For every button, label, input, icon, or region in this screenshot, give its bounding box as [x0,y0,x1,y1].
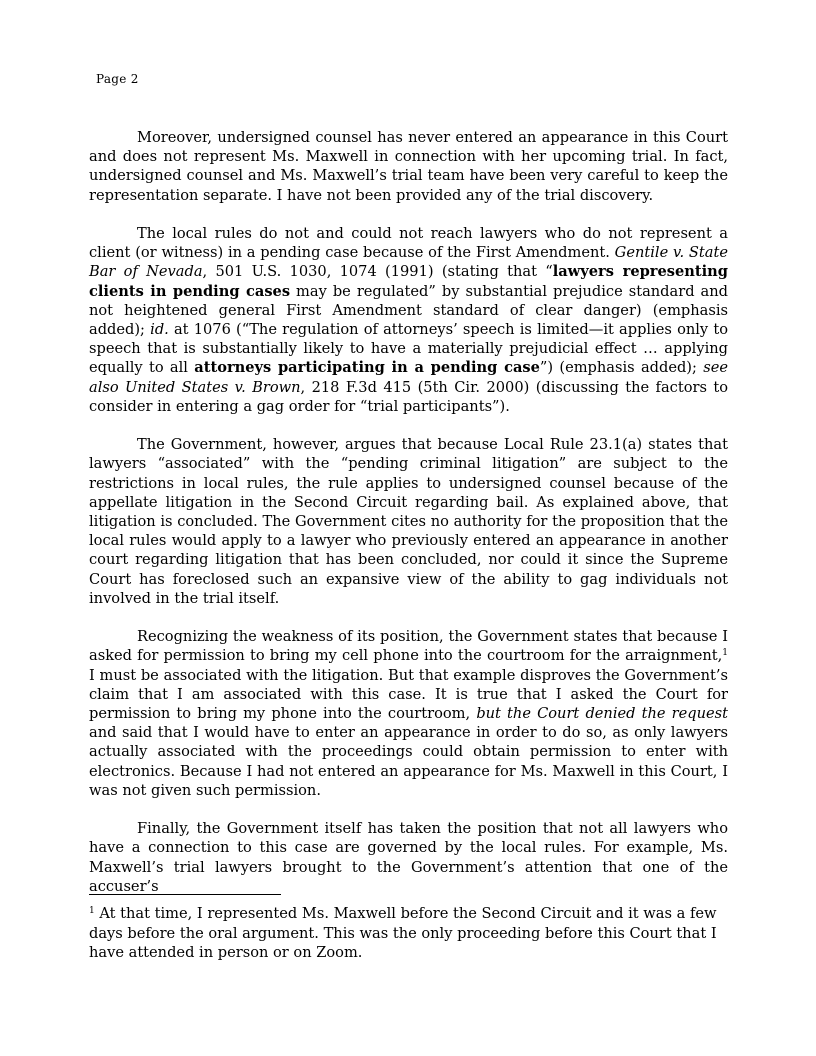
text-run: The local rules do not and could not reach lawyers who do not represent a client (or witness) in a pending case because of the First Amendment. [89,225,728,262]
paragraph-cell-phone [89,627,728,800]
text-run: ”) (emphasis added); [539,359,704,377]
case-citation-brown: see also United States v. Brown [89,359,728,396]
letter-body [89,128,728,896]
text-run: , 501 U.S. 1030, 1074 (1991) (stating that “ [202,263,553,281]
footnote-text: At that time, I represented Ms. Maxwell before the Second Circuit and it was a few days before the oral argument. This was the only proceeding before this Court that I have attended in person or on Zoom. [89,905,717,962]
text-run: , 218 F.3d 415 (5th Cir. 2000) (discussing the factors to consider in entering a gag order for “trial participants”). [89,378,728,415]
emphasis-bold: attorneys participating in a pending case [194,359,540,377]
footnote-marker: 1 [89,906,95,916]
case-citation-gentile: Gentile v. State Bar of Nevada [89,244,728,281]
page-number: Page 2 [96,72,139,86]
paragraph-first-amendment [89,224,728,416]
text-run: I must be associated with the litigation. But that example disproves the Government’s claim that I am associated with this case. It is true that I asked the Court for permission to bring my phone into the courtroom, [89,666,728,723]
footnote-separator [89,894,281,895]
footnote-reference[interactable]: 1 [722,648,728,659]
text-run: and said that I would have to enter an appearance in order to do so, as only lawyers actually associated with the proceedings could obtain permission to enter with electronics. Because I had not entered an appearance for Ms. Maxwell in this Court, I was not given such permission. [89,724,728,799]
paragraph-finally: Finally, the Government itself has taken the position that not all lawyers who have a connection to this case are governed by the local rules. For example, Ms. Maxwell’s trial lawyers brought to the Government’s attention that one of the accuser’s [89,820,728,895]
text-run: may be regulated” by substantial prejudice standard and not heightened general First Amendment standard of clear danger) (emphasis added); [89,282,728,339]
emphasis-bold: lawyers representing clients in pending cases [89,263,728,300]
footnote [89,904,728,963]
id-citation: id. [150,321,169,339]
text-run: at 1076 (“The regulation of attorneys’ speech is limited—it applies only to speech that is substantially likely to have a materially prejudicial effect … applying equally to all [89,321,728,377]
paragraph-local-rule: The Government, however, argues that because Local Rule 23.1(a) states that lawyers “associated” with the “pending criminal litigation” are subject to the restrictions in local rules, the rule applies to undersigned counsel because of the appellate litigation in the Second Circuit regarding bail. As explained above, that litigation is concluded. The Government cites no authority for the proposition that the local rules would apply to a lawyer who previously entered an appearance in another court regarding litigation that has been concluded, nor could it since the Supreme Court has foreclosed such an expansive view of the ability to gag individuals not involved in the trial itself. [89,436,728,607]
text-run: Recognizing the weakness of its position, the Government states that because I asked for permission to bring my cell phone into the courtroom for the arraignment, [89,628,728,665]
emphasis-italic: but the Court denied the request [476,705,728,723]
paragraph-no-appearance: Moreover, undersigned counsel has never entered an appearance in this Court and does not represent Ms. Maxwell in connection with her upcoming trial. In fact, undersigned counsel and Ms. Maxwell’s trial team have been very careful to keep the representation separate. I have not been provided any of the trial discovery. [89,129,728,204]
